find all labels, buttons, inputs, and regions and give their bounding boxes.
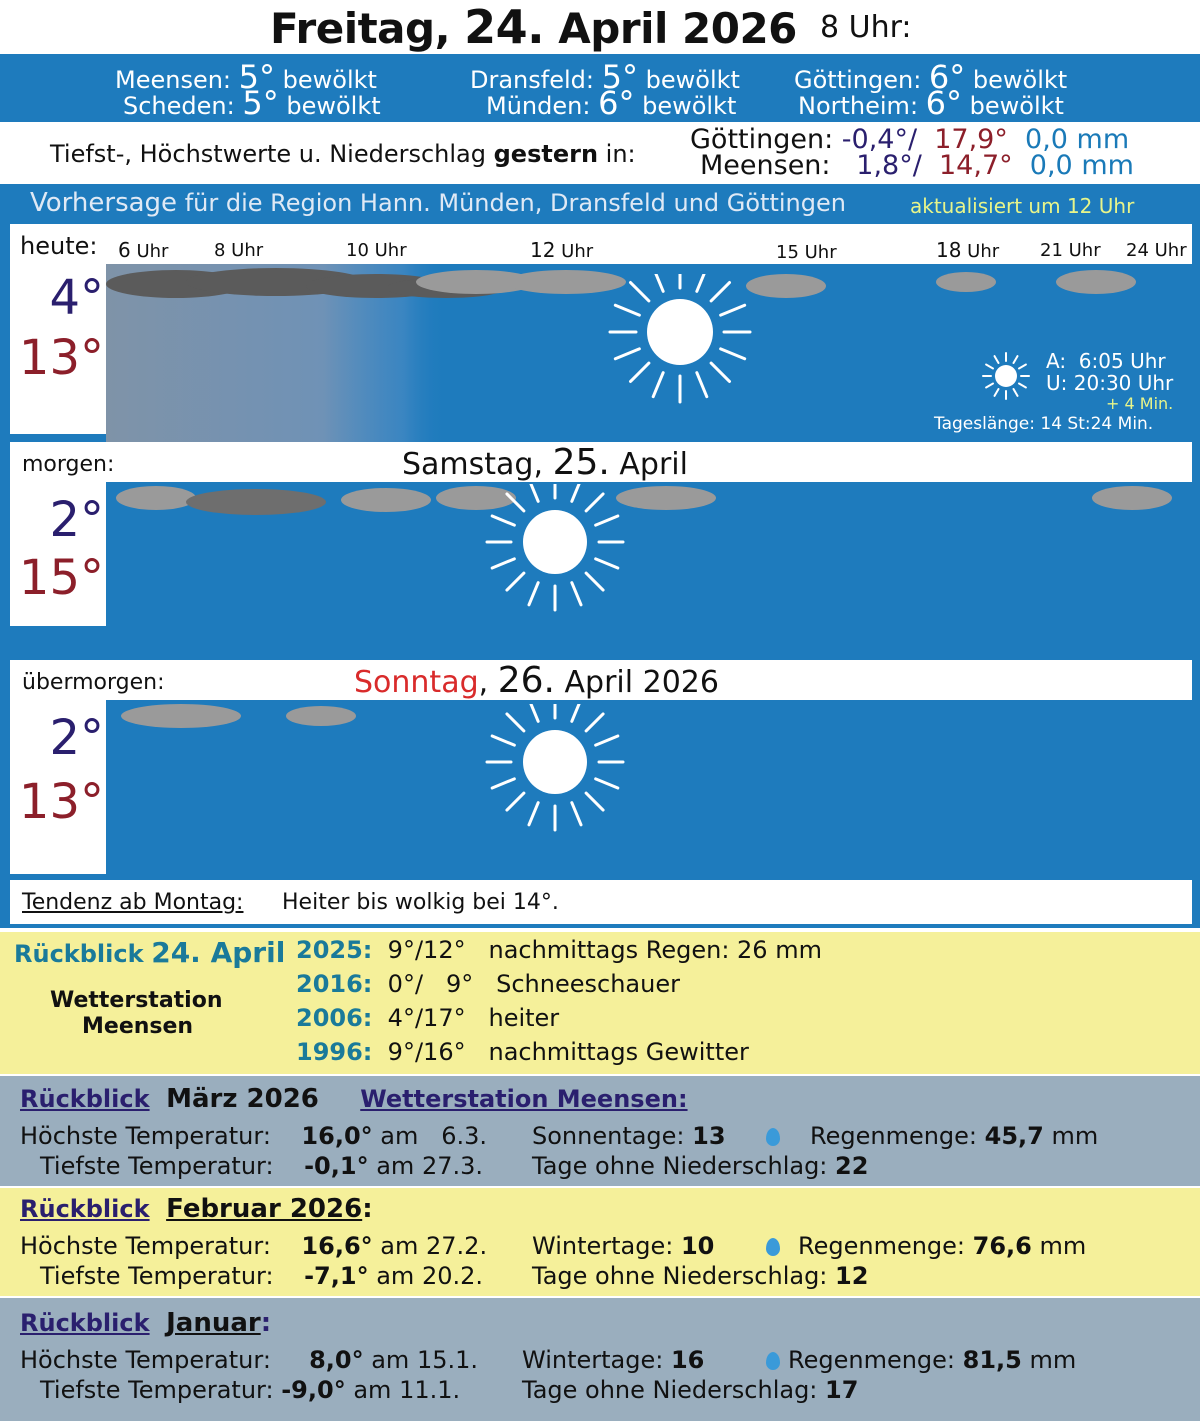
year: 2006: — [296, 1004, 373, 1032]
label: Tiefste Temperatur: — [40, 1152, 274, 1180]
min: -0,4°/ — [841, 124, 918, 155]
month-recap-january — [0, 1298, 1200, 1421]
month: April 2026 — [564, 665, 719, 700]
current-scheden — [123, 84, 381, 122]
raindrop-icon — [766, 1352, 780, 1370]
sun-ray — [1019, 365, 1026, 369]
title-rest: für die Region Hann. Münden, Dransfeld und Göttingen — [177, 189, 846, 217]
observation-hour: 8 Uhr: — [820, 10, 912, 45]
sun-ray — [615, 305, 639, 315]
year: 1996: — [296, 1038, 373, 1066]
title-day: Freitag, — [270, 4, 451, 53]
sunset — [1046, 372, 1173, 394]
max-temp-row — [20, 1346, 478, 1374]
label: Tiefste Temperatur: — [40, 1376, 274, 1404]
recap-label: Rückblick — [20, 1195, 150, 1223]
sun-ray — [615, 349, 639, 359]
condition: bewölkt — [286, 92, 381, 120]
colon: : — [362, 1194, 373, 1224]
hour-tick — [1040, 240, 1101, 261]
sunrise-label: A: — [1046, 349, 1067, 373]
sun-ray — [653, 274, 663, 291]
label: Wintertage: — [522, 1346, 664, 1374]
sun-ray — [711, 363, 729, 381]
month: Januar — [166, 1308, 261, 1338]
min-temp-row — [40, 1152, 483, 1180]
sun-ray — [507, 793, 524, 810]
sun-ray — [986, 384, 993, 388]
max: 14,7° — [939, 150, 1013, 181]
unit: Uhr — [961, 241, 1000, 262]
year: 2016: — [296, 970, 373, 998]
sun-ray — [995, 356, 999, 363]
condition: bewölkt — [645, 66, 740, 94]
value: -9,0° — [281, 1376, 346, 1404]
value: 81,5 — [962, 1346, 1022, 1374]
daylength: Tageslänge: 14 St:24 Min. — [934, 414, 1154, 434]
unit: Uhr — [555, 241, 594, 262]
place: Meensen: — [700, 150, 831, 181]
value: 45,7 — [984, 1122, 1044, 1150]
min: 9° — [387, 1038, 415, 1066]
condition: bewölkt — [969, 92, 1064, 120]
sun-ray — [492, 736, 514, 745]
daylength-delta: + 4 Min. — [1106, 394, 1174, 413]
sun-ray — [697, 274, 707, 291]
title-month-year: April 2026 — [558, 4, 797, 53]
sun-ray — [572, 704, 581, 721]
place: Dransfeld: — [470, 66, 594, 94]
sun-ray — [572, 583, 581, 605]
value: 76,6 — [972, 1232, 1032, 1260]
dry-days-row — [532, 1152, 868, 1180]
am: am — [353, 1376, 392, 1404]
label: Höchste Temperatur: — [20, 1122, 271, 1150]
station: Wetterstation Meensen: — [360, 1085, 688, 1113]
am: am — [376, 1262, 415, 1290]
tendency-bar — [10, 880, 1192, 924]
sun-ray — [1019, 384, 1026, 388]
date: 6.3. — [441, 1122, 488, 1150]
forecast-updated: aktualisiert um 12 Uhr — [910, 194, 1135, 218]
days-row — [532, 1232, 714, 1260]
sun-ray — [721, 349, 745, 359]
date: 25. — [552, 442, 610, 483]
recap-label: Rückblick — [20, 1085, 150, 1113]
current-conditions-bar — [0, 54, 1200, 122]
month-title — [20, 1308, 271, 1338]
max: 17° — [423, 1004, 466, 1032]
sun-ray — [492, 779, 514, 788]
sun-ray — [596, 779, 618, 788]
rain: 0,0 mm — [1029, 150, 1134, 181]
date: 11.1. — [399, 1376, 461, 1404]
sun-ray — [492, 559, 514, 568]
max: 9° — [445, 970, 474, 998]
sun-ray — [995, 389, 999, 396]
condition: bewölkt — [972, 66, 1068, 94]
temp: 6° — [925, 84, 963, 122]
label: Regenmenge: — [810, 1122, 978, 1150]
condition: bewölkt — [282, 66, 377, 94]
colon: : — [260, 1308, 272, 1338]
hour: 15 — [776, 242, 799, 263]
today-max-temp: 13° — [18, 330, 104, 386]
temp: 6° — [928, 58, 966, 96]
label: Tage ohne Niederschlag: — [532, 1262, 828, 1290]
hour-tick — [936, 238, 999, 262]
label: Tiefste Temperatur: — [40, 1262, 274, 1290]
date: 15.1. — [416, 1346, 479, 1374]
tomorrow-label: morgen: — [22, 452, 115, 477]
label: Regenmenge: — [798, 1232, 966, 1260]
sun-ray — [711, 283, 729, 301]
place: Scheden: — [123, 92, 235, 120]
dry-days-row — [532, 1262, 868, 1290]
page-title — [270, 0, 797, 54]
label: Höchste Temperatur: — [20, 1346, 271, 1374]
dry-days-row — [522, 1376, 858, 1404]
year: 2025: — [296, 936, 373, 964]
text: nachmittags Gewitter — [488, 1038, 749, 1066]
history-title — [14, 936, 285, 969]
sun-ray — [572, 803, 581, 825]
value: 12 — [835, 1262, 869, 1290]
max-temp-row — [20, 1232, 487, 1260]
dayafter-date — [354, 660, 719, 701]
sun-icon — [455, 704, 655, 854]
am: am — [371, 1346, 410, 1374]
unit: Uhr — [225, 240, 264, 261]
sun-ray — [631, 363, 649, 381]
sun-ray — [492, 516, 514, 525]
unit: Uhr — [1148, 240, 1187, 261]
today-label: heute: — [20, 232, 98, 260]
place: Northeim: — [798, 92, 919, 120]
sun-ray — [529, 484, 538, 501]
yesterday-label — [50, 140, 636, 168]
unit: Uhr — [130, 241, 169, 262]
month: Februar 2026 — [166, 1194, 363, 1224]
place: Göttingen: — [794, 66, 922, 94]
sep: , — [478, 665, 489, 700]
label: Sonnentage: — [532, 1122, 685, 1150]
hour: 12 — [530, 238, 556, 262]
dayafter-clouds — [106, 700, 506, 750]
text: heiter — [488, 1004, 560, 1032]
tendency-label: Tendenz ab Montag: — [22, 890, 244, 915]
sun-ray — [596, 559, 618, 568]
dayafter-label: übermorgen: — [22, 670, 165, 695]
rain: 0,0 mm — [1025, 124, 1130, 155]
unit: mm — [1039, 1232, 1087, 1260]
value: -7,1° — [304, 1262, 369, 1290]
unit: mm — [1051, 1122, 1099, 1150]
am: am — [380, 1122, 419, 1150]
tomorrow-min-temp: 2° — [49, 492, 104, 548]
sun-icon — [580, 274, 780, 424]
value: 16,0° — [301, 1122, 373, 1150]
sun-ray — [507, 714, 524, 731]
sun-ray — [586, 573, 603, 590]
value: 16,6° — [301, 1232, 373, 1260]
rain-row — [798, 1232, 1086, 1260]
recap-label: Rückblick — [20, 1309, 150, 1337]
sunrise — [1046, 350, 1166, 372]
raindrop-icon — [766, 1238, 780, 1256]
value: 8,0° — [309, 1346, 364, 1374]
day: Samstag, — [402, 447, 544, 482]
value: 10 — [680, 1232, 715, 1260]
date: 27.3. — [421, 1152, 484, 1180]
yesterday-meensen — [700, 150, 1134, 181]
title-prefix: Vorhersage — [30, 188, 178, 218]
value: 13 — [692, 1122, 726, 1150]
label-pre: Tiefst-, Höchstwerte u. Niederschlag — [50, 140, 494, 168]
forecast-panel — [0, 184, 1200, 928]
sun-ray — [529, 803, 538, 825]
tomorrow-max-temp: 15° — [18, 550, 104, 606]
am: am — [376, 1152, 415, 1180]
label: Tage ohne Niederschlag: — [532, 1152, 828, 1180]
max: 17,9° — [934, 124, 1008, 155]
date: 26. — [497, 660, 555, 701]
min: 4° — [387, 1004, 415, 1032]
days-row — [532, 1122, 726, 1150]
hour: 21 — [1040, 240, 1063, 261]
hour: 8 — [214, 240, 226, 261]
rain-row — [788, 1346, 1076, 1374]
sun-ray — [529, 704, 538, 721]
hour: 10 — [346, 240, 369, 261]
header — [0, 0, 1200, 54]
sun-ray — [596, 516, 618, 525]
station-line2: Meensen — [82, 1014, 194, 1039]
sun-ray — [596, 736, 618, 745]
sep: / — [414, 1038, 424, 1066]
rain-row — [810, 1122, 1098, 1150]
hour-tick — [118, 238, 168, 262]
condition: bewölkt — [642, 92, 737, 120]
label: Tage ohne Niederschlag: — [522, 1376, 818, 1404]
sun-ray — [507, 573, 524, 590]
date: 27.2. — [426, 1232, 488, 1260]
date: 20.2. — [421, 1262, 484, 1290]
history-row — [296, 970, 680, 998]
sun-ray — [586, 793, 603, 810]
value: 22 — [835, 1152, 869, 1180]
label-bold: gestern — [493, 140, 599, 168]
month-recap-march — [0, 1076, 1200, 1186]
label: Regenmenge: — [788, 1346, 956, 1374]
label: Höchste Temperatur: — [20, 1232, 271, 1260]
value: 17 — [825, 1376, 859, 1404]
max: 16° — [423, 1038, 466, 1066]
sun-ray — [572, 484, 581, 501]
today-min-temp: 4° — [49, 270, 104, 326]
month: März 2026 — [166, 1084, 319, 1114]
unit: Uhr — [1062, 240, 1101, 261]
min: 1,8°/ — [856, 150, 922, 181]
history-row — [296, 936, 822, 964]
hour-tick — [346, 240, 407, 261]
dayafter-min-temp: 2° — [49, 710, 104, 766]
month-recap-february — [0, 1188, 1200, 1296]
unit: Uhr — [368, 240, 407, 261]
history-date: 24. April — [151, 936, 286, 969]
raindrop-icon — [766, 1128, 780, 1146]
dayafter-max-temp: 13° — [18, 774, 104, 830]
sep: / — [414, 970, 424, 998]
sunset-time: 20:30 Uhr — [1073, 371, 1174, 395]
label: Wintertage: — [532, 1232, 674, 1260]
hour: 18 — [936, 238, 962, 262]
tomorrow-date — [402, 442, 688, 483]
temp: 5° — [238, 58, 276, 96]
sun-ray — [529, 583, 538, 605]
station-line1: Wetterstation — [50, 988, 223, 1013]
history-row — [296, 1038, 749, 1066]
min-temp-row — [40, 1376, 460, 1404]
value: -0,1° — [304, 1152, 369, 1180]
min: 9° — [387, 936, 415, 964]
min: 0° — [387, 970, 415, 998]
history-section — [0, 932, 1200, 1074]
sep: / — [414, 1004, 424, 1032]
temp: 5° — [242, 84, 279, 122]
month: April — [619, 447, 688, 482]
sun-ray — [586, 714, 603, 731]
unit: mm — [1029, 1346, 1077, 1374]
days-row — [522, 1346, 704, 1374]
small-sun-icon — [976, 350, 1036, 400]
min-temp-row — [40, 1262, 483, 1290]
temp: 5° — [601, 58, 638, 96]
history-row — [296, 1004, 559, 1032]
sun-ray — [653, 373, 663, 397]
hour-tick — [530, 238, 593, 262]
text: nachmittags Regen: 26 mm — [488, 936, 822, 964]
sun-ray — [1014, 389, 1018, 396]
current-northeim — [798, 84, 1064, 122]
sun-ray — [1014, 356, 1018, 363]
sun-icon — [455, 484, 655, 634]
max-temp-row — [20, 1122, 487, 1150]
label-post: in: — [598, 140, 636, 168]
place: Göttingen: — [690, 124, 834, 155]
hour: 6 — [118, 238, 131, 262]
sun-ray — [586, 494, 603, 511]
sun-ray — [721, 305, 745, 315]
sun-ray — [986, 365, 993, 369]
sun-ray — [507, 494, 524, 511]
sunset-label: U: — [1046, 371, 1068, 395]
value: 16 — [670, 1346, 705, 1374]
history-label: Rückblick — [14, 940, 144, 968]
sun-ray — [697, 373, 707, 397]
yesterday-values — [0, 122, 1200, 184]
am: am — [380, 1232, 419, 1260]
hour: 24 — [1126, 240, 1149, 261]
forecast-title — [30, 188, 846, 218]
current-muenden — [486, 84, 736, 122]
month-title — [20, 1084, 688, 1114]
place: Münden: — [486, 92, 591, 120]
hour-tick — [776, 242, 837, 263]
sep: / — [414, 936, 424, 964]
max: 12° — [423, 936, 466, 964]
sunrise-time: 6:05 Uhr — [1078, 349, 1166, 373]
text: Schneeschauer — [496, 970, 680, 998]
month-title — [20, 1194, 373, 1224]
hour-tick — [214, 240, 263, 261]
today-hours-bar — [10, 224, 1192, 264]
place: Meensen: — [115, 66, 232, 94]
title-date: 24. — [464, 0, 545, 54]
temp: 6° — [598, 84, 635, 122]
sun-ray — [631, 283, 649, 301]
tendency-text: Heiter bis wolkig bei 14°. — [282, 890, 559, 915]
hour-tick — [1126, 240, 1187, 261]
day: Sonntag — [354, 665, 479, 700]
unit: Uhr — [798, 242, 837, 263]
